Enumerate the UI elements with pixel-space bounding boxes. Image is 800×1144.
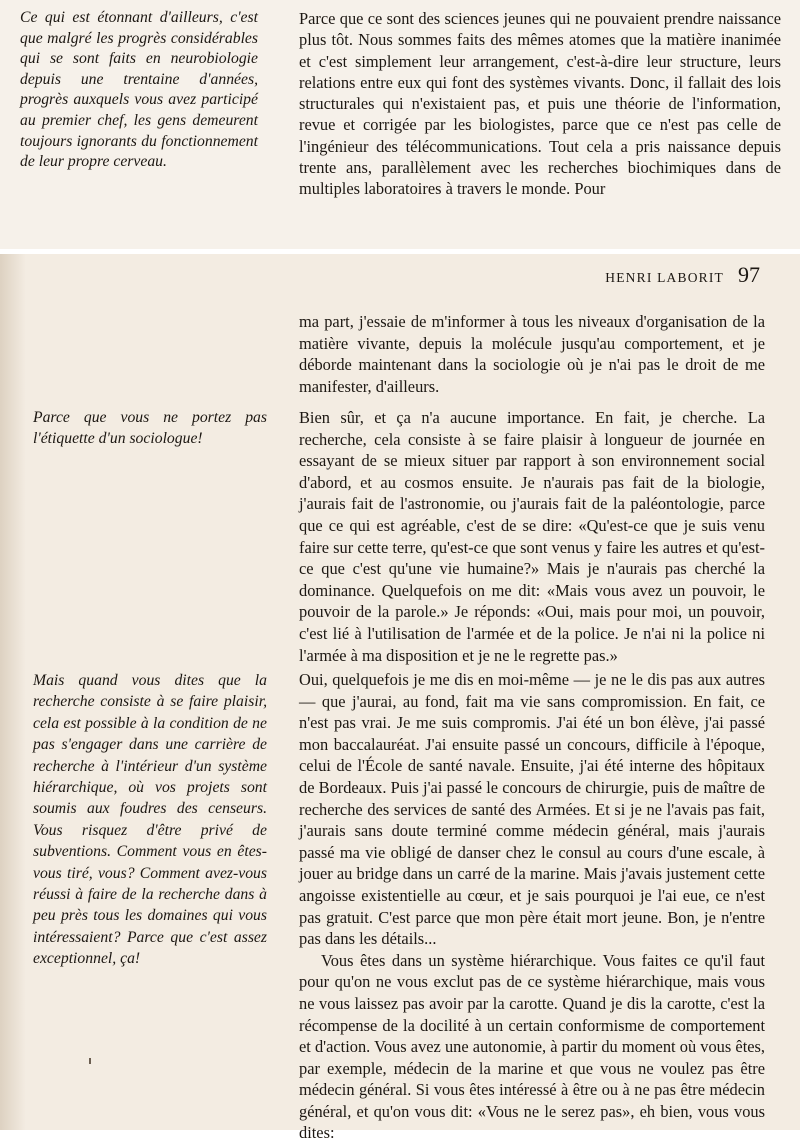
page-number: 97 <box>738 262 760 287</box>
answer-continuation: ma part, j'essaie de m'informer à tous les niveaux d'organisation de la matière vivante, depuis la molécule jusqu'au comportement, et je déborde maintenant dans la sociologie où je n'ai pas le droit de me manifester, d'ailleurs. <box>299 312 765 396</box>
interviewee-answer: Parce que ce sont des sciences jeunes qui ne pouvaient prendre naissance plus tôt. Nous sommes faits des mêmes atomes que la matière inanimée et c'est simplement leur arrangement, c'est-à-dire leur structure, leurs relations entre eux qui font des systèmes vivants. Donc, il fallait des lois structurales qui n'existaient pas, et puis une théorie de l'information, revue et corrigée par les biologistes, parce que ce n'est pas celle de l'ingénieur des télécommunications. Tout cela a pris naissance depuis trente ans, parallèlement avec les recherches biochimiques dans de multiples laboratoires à travers le monde. Pour <box>299 9 781 199</box>
print-blemish <box>89 1058 91 1064</box>
interviewee-answer <box>299 669 765 1144</box>
answer-paragraph: Vous êtes dans un système hiérarchique. Vous faites ce qu'il faut pour qu'on ne vous exclut pas de ce système hiérarchique, mais vous ne vous laissez pas avoir par la carotte. Quand je dis la carotte, c'est la récompense de la docilité à un certain conformisme de comportement et d'action. Vous avez une autonomie, à partir du moment où vous êtes, par exemple, médecin de la marine et que vous ne voulez pas être médecin général. Si vous êtes intéressé à être ou à ne pas être médecin général, et qu'on vous dit: «Vous ne le serez pas», eh bien, vous vous dites: <box>299 950 765 1143</box>
previous-page-snippet <box>0 0 800 250</box>
running-head-author: HENRI LABORIT <box>605 270 724 285</box>
running-head <box>605 262 760 288</box>
interviewer-question: Ce qui est étonnant d'ailleurs, c'est que malgré les progrès considérables qui se sont faits en neurobiologie depuis une trentaine d'années, progrès auxquels vous avez participé au premier chef, les gens demeurent toujours ignorants du fonctionnement de leur propre cerveau. <box>20 9 258 171</box>
interviewer-question: Parce que vous ne portez pas l'étiquette d'un sociologue! <box>33 409 267 447</box>
interviewee-answer: Bien sûr, et ça n'a aucune importance. En fait, je cherche. La recherche, cela consiste à se faire plaisir à longueur de journée en essayant de se mieux situer par rapport à son environnement social d'abord, et au cosmos ensuite. Je n'aurais pas fait de la biologie, j'aurais fait de l'astronomie, ou j'aurais fait de la paléontologie, parce que ce qui est agréable, c'est de se dire: «Qu'est-ce que je suis venu faire sur cette terre, qu'est-ce que sont venus y faire les autres et qu'est-ce que c'est qu'une vie humaine?» Mais je n'aurais pas cherché la dominance. Quelquefois on me dit: «Mais vous avez un pouvoir, le pouvoir de la parole.» Je réponds: «Oui, mais pour moi, un pouvoir, c'est lié à l'utilisation de l'armée et de la police. Je n'ai ni la police ni l'armée à ma disposition et je ne le regrette pas.» <box>299 408 765 665</box>
interviewer-question: Mais quand vous dites que la recherche consiste à se faire plaisir, cela est possible à la condition de ne pas s'engager dans une carrière de recherche à l'intérieur d'un système hiérarchique, où vos projets sont soumis aux foudres des censeurs. Vous risquez d'être privé de subventions. Comment vous en êtes-vous tiré, vous? Comment avez-vous réussi à faire de la recherche dans à peu près tous les domaines qui vous intéressaient? Parce que c'est assez exceptionnel, ça! <box>33 672 267 968</box>
answer-paragraph: Oui, quelquefois je me dis en moi-même — je ne le dis pas aux autres — que j'aurai, au fond, fait ma vie sans compromission. En fait, ce n'est pas vrai. Je me suis compromis. J'ai été un bon élève, j'ai passé mon baccalauréat. J'ai ensuite passé un concours, difficile à l'époque, celui de l'École de santé navale. Ensuite, j'ai été interne des hôpitaux de Bordeaux. Puis j'ai passé le concours de chirurgie, puis de maître de recherche des services de santé des Armées. Et si je ne l'avais pas fait, j'aurais sans doute terminé comme médecin général, mais j'aurais passé ma vie obligé de danser chez le consul au cours d'une escale, à jouer au bridge dans un carré de la marine. Mais j'avais justement cette angoisse existentielle au cœur, et je sais pourquoi je l'ai eue, ce n'est pas gratuit. C'est parce que mon père était mort jeune. Bon, je n'entre pas dans les détails... <box>299 670 765 949</box>
